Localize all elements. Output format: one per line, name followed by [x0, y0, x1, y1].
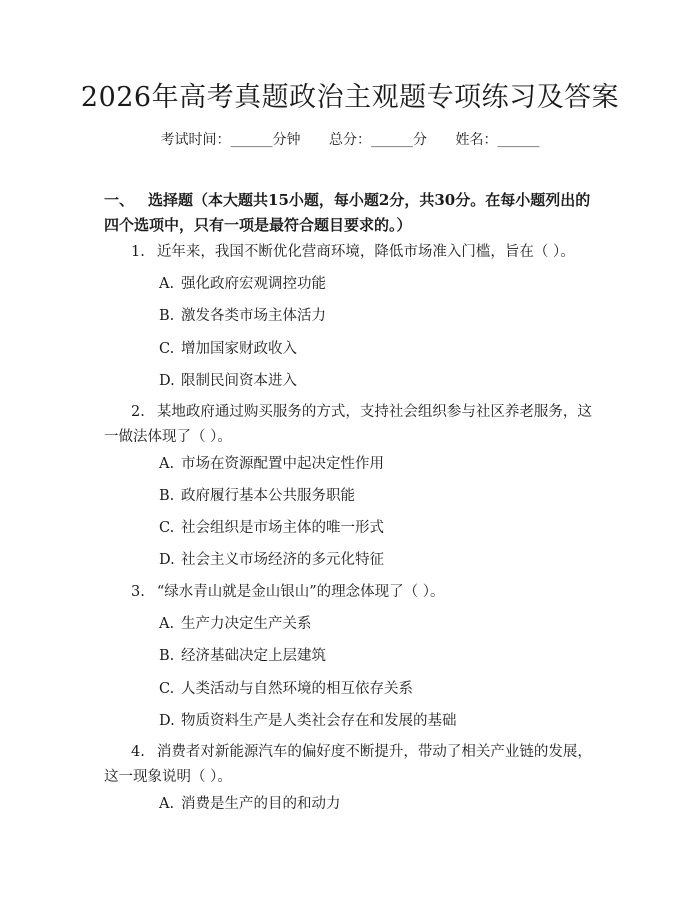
- option-letter: B.: [159, 648, 175, 664]
- answer-option: [159, 679, 599, 699]
- section-instructions: 选择题（本大题共15小题，每小题2分，共30分。在每小题列出的四个选项中，只有一项是最符合题目要求的。）: [104, 191, 591, 234]
- option-text: 经济基础决定上层建筑: [181, 648, 326, 664]
- answer-option: [159, 711, 599, 731]
- option-letter: A.: [159, 276, 175, 292]
- answer-option: [159, 486, 599, 506]
- option-letter: C.: [159, 341, 175, 357]
- question-stem: [104, 240, 601, 265]
- option-text: 物质资料生产是人类社会存在和发展的基础: [181, 713, 457, 729]
- answer-option: [159, 518, 599, 538]
- question-text: “绿水青山就是金山银山”的理念体现了（ ）。: [156, 584, 445, 600]
- page-title: 2026年高考真题政治主观题专项练习及答案: [80, 82, 620, 113]
- option-letter: C.: [159, 520, 175, 536]
- option-text: 社会组织是市场主体的唯一形式: [181, 520, 384, 536]
- section-number: 一、: [104, 191, 135, 209]
- option-letter: D.: [159, 713, 175, 729]
- exam-info-line: [0, 130, 700, 150]
- answer-option: [159, 646, 599, 666]
- option-letter: B.: [159, 488, 175, 504]
- option-text: 生产力决定生产关系: [181, 616, 312, 632]
- option-text: 限制民间资本进入: [181, 373, 297, 389]
- option-letter: A.: [159, 796, 175, 812]
- question-stem: [104, 400, 601, 450]
- question-stem: [104, 740, 601, 790]
- answer-option: [159, 306, 599, 326]
- question-number: 4.: [131, 744, 145, 760]
- question-text: 某地政府通过购买服务的方式，支持社会组织参与社区养老服务，这一做法体现了（ ）。: [104, 404, 592, 445]
- answer-option: [159, 454, 599, 474]
- option-letter: D.: [159, 373, 175, 389]
- question-number: 1.: [131, 244, 145, 260]
- question-text: 近年来，我国不断优化营商环境，降低市场准入门槛，旨在（ ）。: [156, 244, 575, 260]
- section-heading: [104, 188, 604, 238]
- option-text: 激发各类市场主体活力: [181, 308, 326, 324]
- question-stem: [104, 580, 601, 605]
- option-text: 市场在资源配置中起决定性作用: [181, 456, 384, 472]
- option-text: 政府履行基本公共服务职能: [181, 488, 355, 504]
- answer-option: [159, 339, 599, 359]
- answer-option: [159, 274, 599, 294]
- total-score-field: 总分：______分: [329, 132, 427, 148]
- answer-option: [159, 614, 599, 634]
- question-number: 3.: [131, 584, 145, 600]
- exam-time-field: 考试时间：______分钟: [160, 132, 301, 148]
- question-number: 2.: [131, 404, 145, 420]
- answer-option: [159, 794, 599, 814]
- answer-option: [159, 550, 599, 570]
- question-text: 消费者对新能源汽车的偏好度不断提升，带动了相关产业链的发展，这一现象说明（ ）。: [104, 744, 592, 785]
- option-letter: D.: [159, 552, 175, 568]
- option-letter: A.: [159, 456, 175, 472]
- option-letter: A.: [159, 616, 175, 632]
- option-text: 人类活动与自然环境的相互依存关系: [181, 681, 413, 697]
- option-text: 社会主义市场经济的多元化特征: [181, 552, 384, 568]
- student-name-field: 姓名：______: [455, 132, 540, 148]
- option-letter: C.: [159, 681, 175, 697]
- option-text: 消费是生产的目的和动力: [181, 796, 341, 812]
- option-text: 强化政府宏观调控功能: [181, 276, 326, 292]
- option-text: 增加国家财政收入: [181, 341, 297, 357]
- option-letter: B.: [159, 308, 175, 324]
- answer-option: [159, 371, 599, 391]
